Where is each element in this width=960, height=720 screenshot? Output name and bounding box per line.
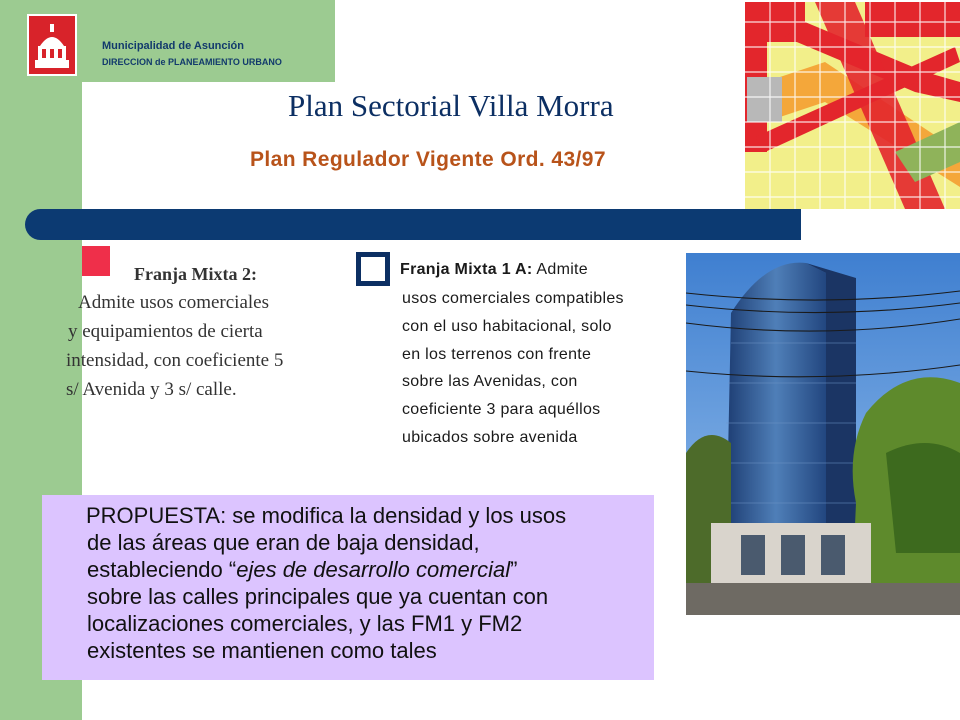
fm1-first-line <box>400 261 588 279</box>
fm1-line: en los terrenos con frente <box>402 346 592 363</box>
zoning-map <box>745 2 960 209</box>
municipality-logo <box>27 14 77 76</box>
tower-building-photo <box>686 253 960 615</box>
page-subtitle: Plan Regulador Vigente Ord. 43/97 <box>250 148 606 171</box>
proposal-line: localizaciones comerciales, y las FM1 y FM2 <box>87 611 523 636</box>
proposal-text: estableciendo “ <box>87 557 237 582</box>
organization-name: Municipalidad de Asunción <box>102 40 244 52</box>
proposal-box <box>42 495 654 680</box>
fm1-legend-swatch <box>356 252 390 286</box>
proposal-line: de las áreas que eran de baja densidad, <box>87 530 480 555</box>
fm2-title: Franja Mixta 2: <box>134 264 257 284</box>
fm1-line: usos comerciales compatibles <box>402 290 624 307</box>
page-title: Plan Sectorial Villa Morra <box>288 88 614 123</box>
proposal-line <box>87 557 517 583</box>
fm1-title: Franja Mixta 1 A: <box>400 261 533 278</box>
content-corner <box>82 82 202 202</box>
fm1-line: coeficiente 3 para aquéllos <box>402 401 601 418</box>
fm2-line: intensidad, con coeficiente 5 <box>66 350 284 371</box>
proposal-line: PROPUESTA: se modifica la densidad y los usos <box>86 503 567 528</box>
fm1-line: sobre las Avenidas, con <box>402 373 578 390</box>
fm1-line: ubicados sobre avenida <box>402 429 578 446</box>
fm2-line: Admite usos comerciales <box>78 292 270 313</box>
fm2-line: s/ Avenida y 3 s/ calle. <box>66 379 237 400</box>
fm1-line: con el uso habitacional, solo <box>402 318 612 335</box>
proposal-emphasis: ejes de desarrollo comercial <box>236 557 511 582</box>
proposal-text: ” <box>510 557 518 582</box>
department-name: DIRECCION de PLANEAMIENTO URBANO <box>102 57 282 67</box>
proposal-line: existentes se mantienen como tales <box>87 638 437 663</box>
fm2-line: y equipamientos de cierta <box>68 321 263 342</box>
fm2-legend-swatch <box>82 246 110 276</box>
fm1-first-text: Admite <box>532 261 589 278</box>
proposal-line: sobre las calles principales que ya cuentan con <box>87 584 549 609</box>
divider-bar <box>25 209 801 240</box>
